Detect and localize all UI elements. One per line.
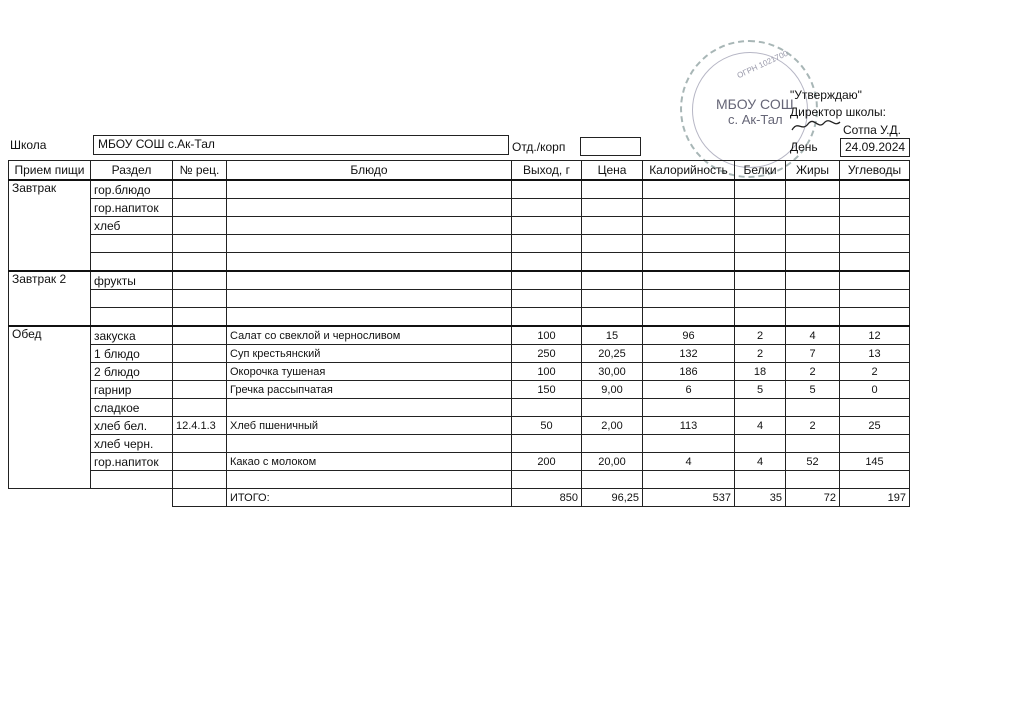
col-header-output: Выход, г (512, 161, 582, 181)
table-row (9, 235, 910, 253)
recipe-cell (173, 453, 227, 471)
recipe-cell (173, 363, 227, 381)
col-header-price: Цена (582, 161, 643, 181)
school-name-field: МБОУ СОШ с.Ак-Тал (93, 135, 509, 155)
col-header-fat: Жиры (786, 161, 840, 181)
total-protein: 35 (735, 489, 786, 507)
col-header-calories: Калорийность (643, 161, 735, 181)
stamp-text-village: с. Ак-Тал (728, 112, 783, 127)
section-cell: хлеб черн. (91, 435, 173, 453)
output-cell: 200 (512, 453, 582, 471)
section-cell (91, 235, 173, 253)
section-cell: гарнир (91, 381, 173, 399)
section-cell: фрукты (91, 271, 173, 290)
col-header-recipe: № рец. (173, 161, 227, 181)
calories-cell: 96 (643, 326, 735, 345)
table-row (9, 363, 910, 381)
price-cell: 9,00 (582, 381, 643, 399)
section-cell: сладкое (91, 399, 173, 417)
total-calories: 537 (643, 489, 735, 507)
col-header-meal: Прием пищи (9, 161, 91, 181)
carbs-cell (840, 471, 910, 489)
calories-cell: 4 (643, 453, 735, 471)
protein-cell (735, 471, 786, 489)
dish-cell (227, 435, 512, 453)
table-row (9, 471, 910, 489)
dish-cell: Окорочка тушеная (227, 363, 512, 381)
table-header-row (9, 161, 910, 181)
dish-cell: Суп крестьянский (227, 345, 512, 363)
carbs-cell: 145 (840, 453, 910, 471)
date-field: 24.09.2024 (840, 138, 910, 157)
fat-cell: 2 (786, 417, 840, 435)
school-label: Школа (10, 138, 47, 152)
table-row (9, 271, 910, 290)
protein-cell (735, 399, 786, 417)
director-name: Сотпа У.Д. (843, 123, 901, 137)
director-title: Директор школы: (790, 105, 886, 119)
price-cell (582, 399, 643, 417)
dish-cell (227, 471, 512, 489)
table-row (9, 453, 910, 471)
fat-cell: 4 (786, 326, 840, 345)
stamp-edge-text: ОГРН 1021700 (735, 48, 790, 81)
output-cell: 100 (512, 363, 582, 381)
fat-cell (786, 435, 840, 453)
section-cell: гор.напиток (91, 453, 173, 471)
output-cell (512, 471, 582, 489)
approve-text: "Утверждаю" (790, 88, 862, 102)
calories-cell: 132 (643, 345, 735, 363)
output-cell (512, 399, 582, 417)
dish-cell: Салат со свеклой и черносливом (227, 326, 512, 345)
col-header-protein: Белки (735, 161, 786, 181)
meal-lunch: Обед (9, 326, 91, 489)
fat-cell (786, 471, 840, 489)
calories-cell: 186 (643, 363, 735, 381)
section-cell: закуска (91, 326, 173, 345)
carbs-cell: 0 (840, 381, 910, 399)
col-header-carbs: Углеводы (840, 161, 910, 181)
recipe-cell (173, 435, 227, 453)
fat-cell: 2 (786, 363, 840, 381)
price-cell: 2,00 (582, 417, 643, 435)
menu-table (8, 160, 910, 507)
dish-cell: Какао с молоком (227, 453, 512, 471)
table-row (9, 253, 910, 272)
protein-cell: 2 (735, 326, 786, 345)
calories-cell (643, 471, 735, 489)
price-cell: 30,00 (582, 363, 643, 381)
table-row (9, 435, 910, 453)
col-header-section: Раздел (91, 161, 173, 181)
table-row (9, 290, 910, 308)
total-label: ИТОГО: (227, 489, 512, 507)
section-cell (91, 253, 173, 272)
calories-cell (643, 435, 735, 453)
table-row (9, 308, 910, 327)
carbs-cell: 12 (840, 326, 910, 345)
section-cell (91, 471, 173, 489)
recipe-cell (173, 326, 227, 345)
section-cell (91, 290, 173, 308)
table-row (9, 217, 910, 235)
carbs-cell: 13 (840, 345, 910, 363)
day-label: День (790, 140, 818, 154)
fat-cell: 52 (786, 453, 840, 471)
section-cell: 2 блюдо (91, 363, 173, 381)
protein-cell: 2 (735, 345, 786, 363)
carbs-cell (840, 399, 910, 417)
price-cell (582, 435, 643, 453)
section-cell: хлеб бел. (91, 417, 173, 435)
dish-cell: Хлеб пшеничный (227, 417, 512, 435)
total-price: 96,25 (582, 489, 643, 507)
section-cell: 1 блюдо (91, 345, 173, 363)
total-fat: 72 (786, 489, 840, 507)
total-carbs: 197 (840, 489, 910, 507)
protein-cell: 4 (735, 417, 786, 435)
calories-cell (643, 399, 735, 417)
total-row (9, 489, 910, 507)
recipe-cell: 12.4.1.3 (173, 417, 227, 435)
table-row (9, 345, 910, 363)
dish-cell (227, 399, 512, 417)
section-cell: гор.блюдо (91, 180, 173, 199)
section-cell: хлеб (91, 217, 173, 235)
output-cell: 250 (512, 345, 582, 363)
table-row (9, 180, 910, 199)
recipe-cell (173, 381, 227, 399)
table-row (9, 399, 910, 417)
col-header-dish: Блюдо (227, 161, 512, 181)
calories-cell: 6 (643, 381, 735, 399)
fat-cell (786, 399, 840, 417)
recipe-cell (173, 399, 227, 417)
meal-breakfast: Завтрак (9, 180, 91, 271)
fat-cell: 7 (786, 345, 840, 363)
price-cell: 20,00 (582, 453, 643, 471)
fat-cell: 5 (786, 381, 840, 399)
calories-cell: 113 (643, 417, 735, 435)
price-cell: 15 (582, 326, 643, 345)
carbs-cell: 25 (840, 417, 910, 435)
protein-cell (735, 435, 786, 453)
signature (790, 118, 842, 134)
protein-cell: 5 (735, 381, 786, 399)
protein-cell: 18 (735, 363, 786, 381)
table-row (9, 199, 910, 217)
meal-breakfast-2: Завтрак 2 (9, 271, 91, 326)
recipe-cell (173, 345, 227, 363)
dept-label: Отд./корп (512, 140, 566, 154)
dish-cell: Гречка рассыпчатая (227, 381, 512, 399)
total-output: 850 (512, 489, 582, 507)
section-cell: гор.напиток (91, 199, 173, 217)
recipe-cell (173, 471, 227, 489)
carbs-cell (840, 435, 910, 453)
table-row (9, 381, 910, 399)
carbs-cell: 2 (840, 363, 910, 381)
dept-field (580, 137, 641, 156)
table-row (9, 326, 910, 345)
output-cell: 100 (512, 326, 582, 345)
output-cell: 150 (512, 381, 582, 399)
output-cell (512, 435, 582, 453)
price-cell: 20,25 (582, 345, 643, 363)
price-cell (582, 471, 643, 489)
protein-cell: 4 (735, 453, 786, 471)
output-cell: 50 (512, 417, 582, 435)
table-row (9, 417, 910, 435)
stamp-text-school: МБОУ СОШ (716, 96, 794, 112)
section-cell (91, 308, 173, 327)
